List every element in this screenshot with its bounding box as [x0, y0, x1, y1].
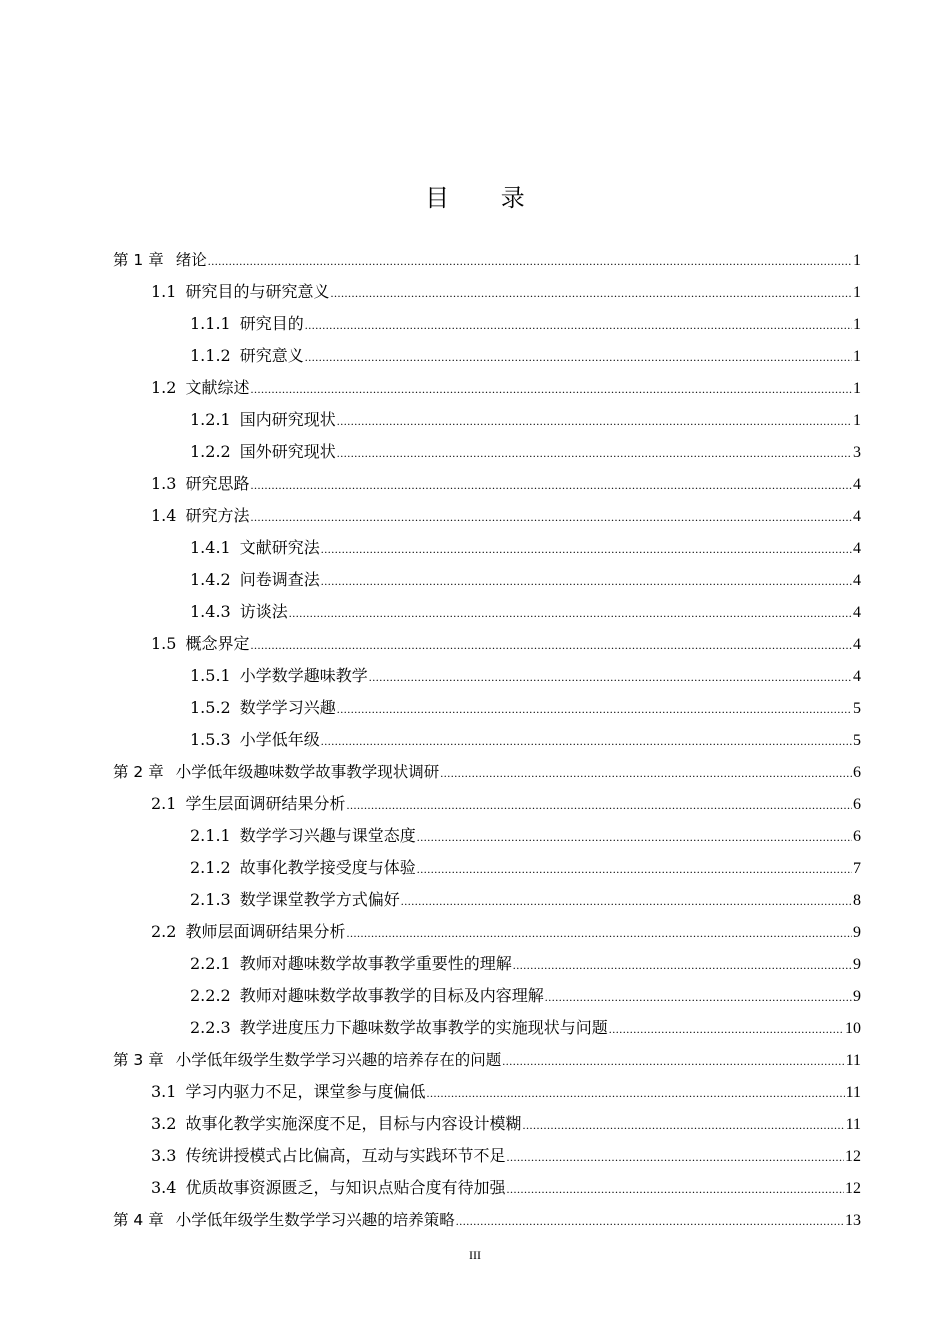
toc-entry-page: 9 [853, 956, 861, 973]
toc-section-entry[interactable] [113, 1108, 861, 1140]
toc-entry-number: 1.2.1 [190, 410, 231, 429]
toc-section-entry[interactable] [113, 596, 861, 628]
toc-dot-leader [337, 437, 852, 469]
toc-section-entry[interactable] [113, 436, 861, 468]
toc-entry-title: 访谈法 [239, 602, 288, 621]
toc-entry-title: 文献综述 [185, 378, 250, 397]
toc-section-entry[interactable] [113, 276, 861, 308]
toc-dot-leader [506, 1173, 844, 1205]
toc-entry-number: 3.1 [151, 1082, 177, 1101]
toc-section-entry[interactable] [113, 820, 861, 852]
toc-section-entry[interactable] [113, 788, 861, 820]
toc-section-entry[interactable] [113, 564, 861, 596]
toc-entry-number: 1.4.3 [190, 602, 231, 621]
toc-chapter-entry[interactable] [113, 1044, 861, 1076]
toc-entry-number: 1.5 [151, 634, 177, 653]
toc-entry-title: 故事化教学实施深度不足，目标与内容设计模糊 [185, 1114, 522, 1133]
toc-dot-leader [250, 469, 852, 501]
toc-entry-page: 4 [853, 668, 861, 685]
toc-dot-leader [417, 853, 852, 885]
toc-dot-leader [337, 405, 852, 437]
toc-entry-page: 13 [845, 1212, 861, 1229]
toc-chapter-entry[interactable] [113, 756, 861, 788]
toc-entry-title: 学习内驱力不足，课堂参与度偏低 [185, 1082, 426, 1101]
toc-entry-title: 数学学习兴趣与课堂态度 [239, 826, 416, 845]
toc-entry-number: 1.2 [151, 378, 177, 397]
toc-section-entry[interactable] [113, 532, 861, 564]
toc-entry-title: 问卷调查法 [239, 570, 320, 589]
toc-section-entry[interactable] [113, 1076, 861, 1108]
toc-entry-title: 研究目的与研究意义 [185, 282, 330, 301]
toc-entry-number: 2.1.2 [190, 858, 231, 877]
toc-entry-page: 12 [845, 1148, 861, 1165]
toc-entry-number: 1.1.2 [190, 346, 231, 365]
toc-section-entry[interactable] [113, 1172, 861, 1204]
toc-section-entry[interactable] [113, 884, 861, 916]
toc-entry-title: 小学低年级 [239, 730, 320, 749]
toc-entry-page: 10 [845, 1020, 861, 1037]
toc-dot-leader [426, 1077, 844, 1109]
toc-entry-title: 数学课堂教学方式偏好 [239, 890, 400, 909]
toc-entry-page: 9 [853, 924, 861, 941]
toc-entry-number: 2.1.1 [190, 826, 231, 845]
toc-entry-title: 研究目的 [239, 314, 304, 333]
toc-entry-title: 国内研究现状 [239, 410, 336, 429]
toc-entry-title: 小学低年级学生数学学习兴趣的培养策略 [175, 1211, 455, 1229]
toc-entry-title: 绪论 [175, 251, 207, 269]
toc-entry-page: 4 [853, 572, 861, 589]
toc-section-entry[interactable] [113, 660, 861, 692]
toc-entry-number: 第 2 章 [113, 763, 164, 781]
toc-dot-leader [502, 1045, 844, 1077]
toc-dot-leader [456, 1205, 844, 1237]
toc-section-entry[interactable] [113, 948, 861, 980]
toc-entry-page: 4 [853, 508, 861, 525]
toc-entry-page: 1 [853, 412, 861, 429]
toc-entry-page: 11 [845, 1116, 861, 1133]
toc-entry-page: 1 [853, 316, 861, 333]
toc-entry-page: 1 [853, 348, 861, 365]
toc-entry-number: 第 4 章 [113, 1211, 164, 1229]
page-title: 目 录 [425, 184, 547, 212]
toc-entry-number: 3.4 [151, 1178, 177, 1197]
toc-entry-page: 1 [853, 284, 861, 301]
toc-entry-page: 5 [853, 732, 861, 749]
toc-dot-leader [321, 565, 852, 597]
toc-entry-page: 4 [853, 604, 861, 621]
toc-entry-page: 4 [853, 540, 861, 557]
toc-entry-number: 第 1 章 [113, 251, 164, 269]
toc-section-entry[interactable] [113, 1140, 861, 1172]
toc-entry-number: 1.5.3 [190, 730, 231, 749]
toc-entry-number: 1.2.2 [190, 442, 231, 461]
toc-entry-page: 4 [853, 636, 861, 653]
toc-entry-title: 教学进度压力下趣味数学故事教学的实施现状与问题 [239, 1018, 608, 1037]
toc-dot-leader [305, 341, 852, 373]
toc-entry-number: 2.2 [151, 922, 177, 941]
toc-section-entry[interactable] [113, 628, 861, 660]
toc-entry-page: 6 [853, 796, 861, 813]
toc-section-entry[interactable] [113, 404, 861, 436]
toc-section-entry[interactable] [113, 1012, 861, 1044]
toc-entry-number: 3.3 [151, 1146, 177, 1165]
toc-section-entry[interactable] [113, 372, 861, 404]
toc-entry-page: 6 [853, 828, 861, 845]
toc-entry-number: 第 3 章 [113, 1051, 164, 1069]
toc-section-entry[interactable] [113, 852, 861, 884]
toc-dot-leader [609, 1013, 844, 1045]
toc-entry-page: 9 [853, 988, 861, 1005]
toc-dot-leader [346, 789, 852, 821]
toc-dot-leader [250, 629, 852, 661]
toc-entry-page: 8 [853, 892, 861, 909]
toc-entry-page: 11 [845, 1052, 861, 1069]
toc-entry-title: 传统讲授模式占比偏高，互动与实践环节不足 [185, 1146, 506, 1165]
table-of-contents [113, 244, 861, 1236]
toc-dot-leader [289, 597, 852, 629]
toc-dot-leader [369, 661, 852, 693]
toc-entry-page: 11 [845, 1084, 861, 1101]
toc-entry-title: 研究方法 [185, 506, 250, 525]
toc-chapter-entry[interactable] [113, 1204, 861, 1236]
toc-dot-leader [337, 693, 852, 725]
toc-entry-number: 2.2.1 [190, 954, 231, 973]
toc-dot-leader [305, 309, 852, 341]
toc-entry-number: 2.2.3 [190, 1018, 231, 1037]
toc-dot-leader [321, 725, 852, 757]
toc-entry-title: 国外研究现状 [239, 442, 336, 461]
toc-section-entry[interactable] [113, 916, 861, 948]
toc-entry-number: 3.2 [151, 1114, 177, 1133]
toc-entry-number: 1.1.1 [190, 314, 231, 333]
toc-dot-leader [440, 757, 852, 789]
toc-entry-number: 1.4.2 [190, 570, 231, 589]
page-number: III [469, 1248, 481, 1262]
toc-entry-number: 1.1 [151, 282, 177, 301]
toc-entry-number: 1.4.1 [190, 538, 231, 557]
toc-dot-leader [321, 533, 852, 565]
toc-entry-number: 1.4 [151, 506, 177, 525]
toc-entry-number: 2.2.2 [190, 986, 231, 1005]
toc-entry-page: 1 [853, 252, 861, 269]
toc-entry-number: 1.5.1 [190, 666, 231, 685]
toc-dot-leader [330, 277, 852, 309]
toc-entry-title: 小学低年级趣味数学故事教学现状调研 [175, 763, 440, 781]
toc-dot-leader [417, 821, 852, 853]
toc-entry-number: 2.1 [151, 794, 177, 813]
toc-entry-page: 5 [853, 700, 861, 717]
toc-entry-title: 故事化教学接受度与体验 [239, 858, 416, 877]
toc-chapter-entry[interactable] [113, 244, 861, 276]
toc-entry-title: 教师层面调研结果分析 [185, 922, 346, 941]
toc-section-entry[interactable] [113, 980, 861, 1012]
toc-entry-title: 文献研究法 [239, 538, 320, 557]
toc-dot-leader [250, 373, 852, 405]
toc-entry-page: 12 [845, 1180, 861, 1197]
toc-dot-leader [545, 981, 852, 1013]
toc-entry-title: 学生层面调研结果分析 [185, 794, 346, 813]
toc-entry-title: 教师对趣味数学故事教学的目标及内容理解 [239, 986, 544, 1005]
toc-section-entry[interactable] [113, 724, 861, 756]
toc-entry-page: 3 [853, 444, 861, 461]
toc-entry-title: 研究思路 [185, 474, 250, 493]
toc-entry-title: 研究意义 [239, 346, 304, 365]
toc-section-entry[interactable] [113, 692, 861, 724]
toc-entry-page: 7 [853, 860, 861, 877]
toc-dot-leader [522, 1109, 844, 1141]
toc-entry-title: 概念界定 [185, 634, 250, 653]
toc-entry-title: 教师对趣味数学故事教学重要性的理解 [239, 954, 512, 973]
toc-dot-leader [346, 917, 852, 949]
toc-entry-title: 优质故事资源匮乏，与知识点贴合度有待加强 [185, 1178, 506, 1197]
toc-entry-title: 小学低年级学生数学学习兴趣的培养存在的问题 [175, 1051, 502, 1069]
toc-entry-number: 1.3 [151, 474, 177, 493]
toc-dot-leader [513, 949, 852, 981]
toc-entry-page: 4 [853, 476, 861, 493]
toc-dot-leader [506, 1141, 844, 1173]
toc-entry-page: 1 [853, 380, 861, 397]
toc-section-entry[interactable] [113, 308, 861, 340]
toc-dot-leader [208, 245, 852, 277]
toc-section-entry[interactable] [113, 500, 861, 532]
toc-entry-number: 1.5.2 [190, 698, 231, 717]
toc-entry-page: 6 [853, 764, 861, 781]
toc-entry-number: 2.1.3 [190, 890, 231, 909]
toc-section-entry[interactable] [113, 468, 861, 500]
toc-entry-title: 数学学习兴趣 [239, 698, 336, 717]
toc-dot-leader [401, 885, 852, 917]
toc-dot-leader [250, 501, 852, 533]
toc-entry-title: 小学数学趣味教学 [239, 666, 368, 685]
toc-section-entry[interactable] [113, 340, 861, 372]
